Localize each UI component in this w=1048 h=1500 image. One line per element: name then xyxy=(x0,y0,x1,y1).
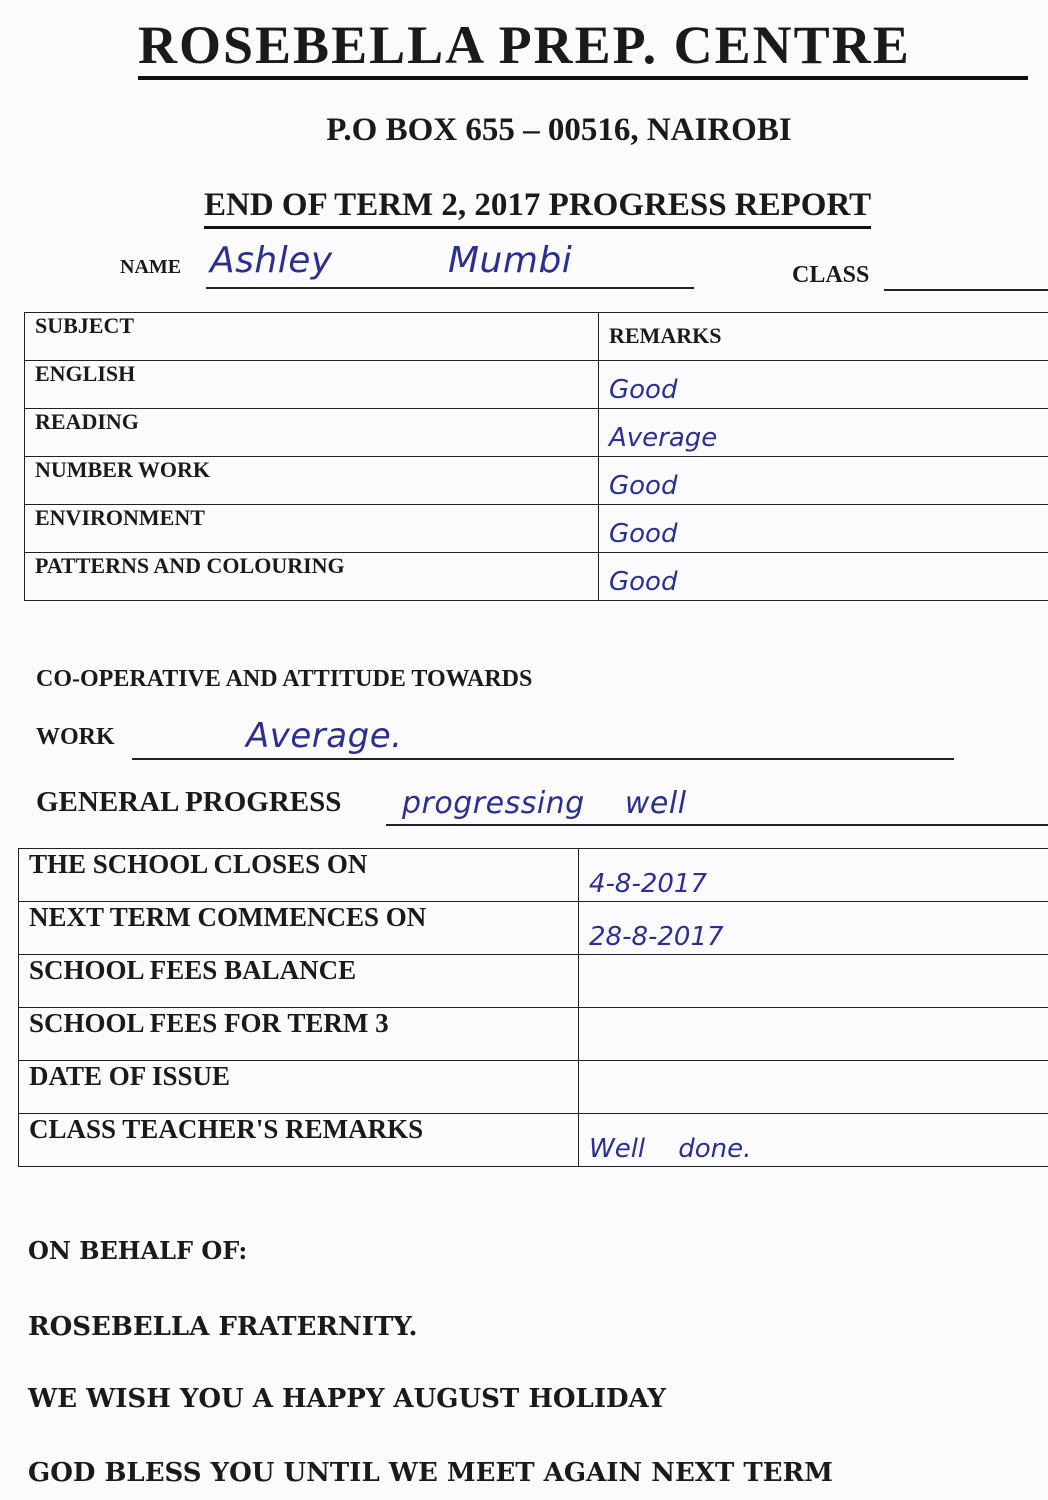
remark-cell: Good xyxy=(599,505,1048,553)
subject-cell: NUMBER WORK xyxy=(25,457,599,505)
remarks-header: REMARKS xyxy=(599,313,1048,361)
next-term-value: 28-8-2017 xyxy=(579,902,1048,955)
fees-balance-value xyxy=(579,955,1048,1008)
remark-cell: Average xyxy=(599,409,1048,457)
table-row xyxy=(25,505,1048,553)
student-last-name: Mumbi xyxy=(448,240,573,281)
subject-header: SUBJECT xyxy=(25,313,599,361)
school-info-table xyxy=(18,848,1048,1167)
date-of-issue-value xyxy=(579,1061,1048,1114)
remark-cell: Good xyxy=(599,361,1048,409)
footer-on-behalf: ON BEHALF OF: xyxy=(28,1236,248,1265)
footer-holiday-wish: WE WISH YOU A HAPPY AUGUST HOLIDAY xyxy=(28,1384,666,1414)
name-underline xyxy=(206,287,694,289)
next-term-label: NEXT TERM COMMENCES ON xyxy=(19,902,579,955)
table-header-row xyxy=(25,313,1048,361)
term3-fees-value xyxy=(579,1008,1048,1061)
footer-fraternity: ROSEBELLA FRATERNITY. xyxy=(28,1312,418,1342)
class-underline xyxy=(884,289,1048,291)
report-title: END OF TERM 2, 2017 PROGRESS REPORT xyxy=(204,186,871,229)
subject-cell: ENVIRONMENT xyxy=(25,505,599,553)
table-row xyxy=(25,553,1048,601)
footer-blessing: GOD BLESS YOU UNTIL WE MEET AGAIN NEXT TERM xyxy=(28,1458,833,1488)
general-progress-underline xyxy=(386,824,1048,826)
school-name: ROSEBELLA PREP. CENTRE xyxy=(138,14,1028,80)
remark-cell: Good xyxy=(599,553,1048,601)
table-row xyxy=(19,849,1048,902)
table-row xyxy=(19,1008,1048,1061)
table-row xyxy=(19,902,1048,955)
closing-date-value: 4-8-2017 xyxy=(579,849,1048,902)
teacher-remarks-label: CLASS TEACHER'S REMARKS xyxy=(19,1114,579,1167)
subject-cell: PATTERNS AND COLOURING xyxy=(25,553,599,601)
cooperative-value: Average. xyxy=(246,716,403,756)
term3-fees-label: SCHOOL FEES FOR TERM 3 xyxy=(19,1008,579,1061)
subject-cell: ENGLISH xyxy=(25,361,599,409)
remark-cell: Good xyxy=(599,457,1048,505)
table-row xyxy=(19,955,1048,1008)
subject-cell: READING xyxy=(25,409,599,457)
school-address: P.O BOX 655 – 00516, NAIROBI xyxy=(326,112,792,148)
fees-balance-label: SCHOOL FEES BALANCE xyxy=(19,955,579,1008)
teacher-remarks-value: Well done. xyxy=(579,1114,1048,1167)
date-of-issue-label: DATE OF ISSUE xyxy=(19,1061,579,1114)
table-row xyxy=(19,1114,1048,1167)
subjects-table xyxy=(24,312,1048,601)
table-row xyxy=(19,1061,1048,1114)
name-label: NAME xyxy=(120,256,182,278)
closing-date-label: THE SCHOOL CLOSES ON xyxy=(19,849,579,902)
student-first-name: Ashley xyxy=(210,240,333,281)
cooperative-label: CO-OPERATIVE AND ATTITUDE TOWARDS xyxy=(36,666,533,692)
cooperative-underline xyxy=(132,758,954,760)
general-progress-label: GENERAL PROGRESS xyxy=(36,786,342,818)
work-label: WORK xyxy=(36,724,115,750)
table-row xyxy=(25,361,1048,409)
table-row xyxy=(25,409,1048,457)
class-label: CLASS xyxy=(792,262,870,288)
table-row xyxy=(25,457,1048,505)
general-progress-value: progressing well xyxy=(402,786,687,821)
